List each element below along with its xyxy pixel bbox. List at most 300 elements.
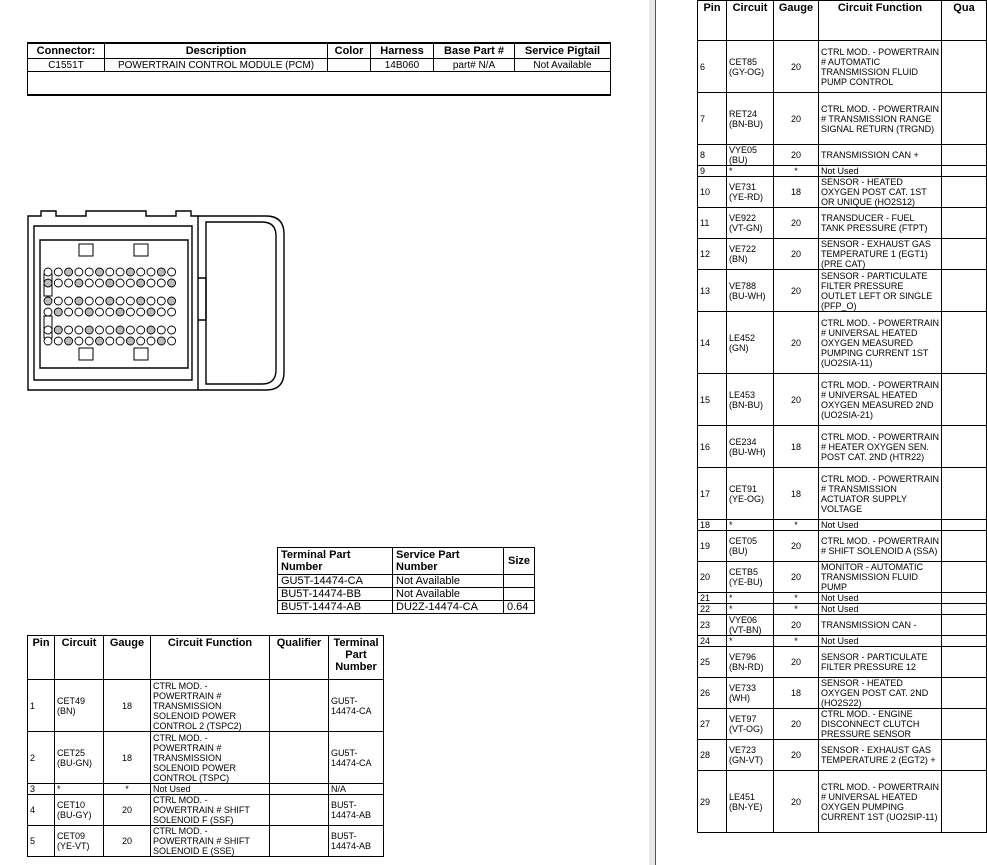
qualifier xyxy=(270,784,329,795)
connector-pin-hole xyxy=(147,297,155,305)
connector-pin-hole xyxy=(106,337,114,345)
qualifier xyxy=(942,93,987,145)
connector-pin-hole xyxy=(116,297,124,305)
pin-row xyxy=(698,270,987,312)
header-base-part: Base Part # xyxy=(434,43,515,59)
circuit-code: VE731 (YE-RD) xyxy=(727,177,774,208)
connector-pin-hole xyxy=(44,308,52,316)
connector-pin-hole xyxy=(168,337,176,345)
wire-gauge: * xyxy=(774,520,819,531)
wire-gauge: 18 xyxy=(774,177,819,208)
circuit-code: VE722 (BN) xyxy=(727,239,774,270)
connector-pin-hole xyxy=(157,297,165,305)
connector-id: C1551T xyxy=(28,59,105,72)
connector-pin-hole xyxy=(75,308,83,316)
circuit-function: SENSOR - EXHAUST GAS TEMPERATURE 2 (EGT2) + xyxy=(819,740,942,771)
pin-number: 28 xyxy=(698,740,727,771)
connector-pin-hole xyxy=(54,279,62,287)
circuit-function: CTRL MOD. - POWERTRAIN # TRANSMISSION ACTUATOR SUPPLY VOLTAGE xyxy=(819,468,942,520)
wire-gauge: 20 xyxy=(104,795,151,826)
connector-pin-hole xyxy=(126,279,134,287)
circuit-function: Not Used xyxy=(819,593,942,604)
circuit-function: TRANSMISSION CAN - xyxy=(819,615,942,636)
circuit-function: TRANSDUCER - FUEL TANK PRESSURE (FTPT) xyxy=(819,208,942,239)
connector-pin-hole xyxy=(44,279,52,287)
circuit-code: LE452 (GN) xyxy=(727,312,774,374)
circuit-code: CET85 (GY-OG) xyxy=(727,41,774,93)
wire-gauge: * xyxy=(104,784,151,795)
terminal-row xyxy=(278,601,535,614)
connector-pin-hole xyxy=(157,268,165,276)
circuit-code: * xyxy=(727,520,774,531)
header-service-part: Service Part Number xyxy=(393,548,504,575)
connector-pin-hole xyxy=(137,297,145,305)
connector-pin-hole xyxy=(106,297,114,305)
pin-row xyxy=(28,680,384,732)
pin-number: 5 xyxy=(28,826,55,857)
connector-pin-hole xyxy=(137,268,145,276)
connector-pin-hole xyxy=(85,297,93,305)
pin-table-left xyxy=(27,635,384,857)
connector-pin-hole xyxy=(75,326,83,334)
circuit-function: CTRL MOD. - POWERTRAIN # AUTOMATIC TRANSMISSION FLUID PUMP CONTROL xyxy=(819,41,942,93)
qualifier xyxy=(942,636,987,647)
connector-pin-hole xyxy=(96,308,104,316)
qualifier xyxy=(270,826,329,857)
pin-row xyxy=(698,604,987,615)
terminal-part-table xyxy=(277,547,535,614)
circuit-code: CET09 (YE-VT) xyxy=(55,826,104,857)
wire-gauge: 20 xyxy=(104,826,151,857)
qualifier xyxy=(942,604,987,615)
wire-gauge: * xyxy=(774,593,819,604)
circuit-code: VE788 (BU-WH) xyxy=(727,270,774,312)
circuit-code: * xyxy=(727,636,774,647)
pin-number: 15 xyxy=(698,374,727,426)
connector-pin-hole xyxy=(126,326,134,334)
circuit-code: CET05 (BU) xyxy=(727,531,774,562)
qualifier xyxy=(942,41,987,93)
connector-pin-hole xyxy=(65,337,73,345)
header-circuit: Circuit xyxy=(727,1,774,41)
pin-row xyxy=(698,374,987,426)
connector-base-part: part# N/A xyxy=(434,59,515,72)
pin-number: 6 xyxy=(698,41,727,93)
connector-pin-hole xyxy=(85,268,93,276)
wire-gauge: 20 xyxy=(774,312,819,374)
connector-pin-hole xyxy=(75,268,83,276)
pin-table-right xyxy=(697,0,987,833)
qualifier xyxy=(942,166,987,177)
connector-pin-hole xyxy=(96,326,104,334)
qualifier xyxy=(270,795,329,826)
pin-number: 29 xyxy=(698,771,727,833)
pin-number: 16 xyxy=(698,426,727,468)
circuit-function: CTRL MOD. - ENGINE DISCONNECT CLUTCH PRESSURE SENSOR xyxy=(819,709,942,740)
connector-service-pigtail: Not Available xyxy=(515,59,611,72)
wire-gauge: 20 xyxy=(774,740,819,771)
connector-pin-hole xyxy=(116,279,124,287)
connector-pin-hole xyxy=(44,268,52,276)
pin-row xyxy=(698,562,987,593)
wire-gauge: * xyxy=(774,636,819,647)
connector-pin-hole xyxy=(85,308,93,316)
header-terminal-part: Terminal Part Number xyxy=(278,548,393,575)
circuit-code: CE234 (BU-WH) xyxy=(727,426,774,468)
connector-pin-hole xyxy=(157,337,165,345)
header-circuit: Circuit xyxy=(55,636,104,680)
pin-row xyxy=(698,678,987,709)
qualifier xyxy=(942,208,987,239)
connector-pin-hole xyxy=(168,308,176,316)
qualifier xyxy=(942,531,987,562)
pin-row xyxy=(698,41,987,93)
terminal-part-number: N/A xyxy=(329,784,384,795)
connector-pin-hole xyxy=(85,279,93,287)
connector-data-row xyxy=(28,59,611,72)
connector-pin-hole xyxy=(106,308,114,316)
pin-row xyxy=(698,531,987,562)
qualifier xyxy=(270,732,329,784)
connector-pin-hole xyxy=(44,337,52,345)
connector-pin-hole xyxy=(168,326,176,334)
service-part: Not Available xyxy=(393,575,504,588)
pin-number: 11 xyxy=(698,208,727,239)
header-qualifier: Qualifier xyxy=(270,636,329,680)
connector-pin-hole xyxy=(157,308,165,316)
qualifier xyxy=(942,270,987,312)
wire-gauge: 20 xyxy=(774,615,819,636)
wire-gauge: 20 xyxy=(774,41,819,93)
pin-row xyxy=(698,709,987,740)
connector-pin-hole xyxy=(96,337,104,345)
pin-row xyxy=(28,826,384,857)
header-gauge: Gauge xyxy=(104,636,151,680)
circuit-code: * xyxy=(55,784,104,795)
circuit-code: * xyxy=(727,604,774,615)
pin-number: 19 xyxy=(698,531,727,562)
connector-pin-hole xyxy=(96,297,104,305)
header-terminal-part-number: Terminal Part Number xyxy=(329,636,384,680)
circuit-code: VYE06 (VT-BN) xyxy=(727,615,774,636)
qualifier xyxy=(942,593,987,604)
terminal-part: BU5T-14474-AB xyxy=(278,601,393,614)
qualifier xyxy=(942,312,987,374)
pin-number: 24 xyxy=(698,636,727,647)
circuit-function: CTRL MOD. - POWERTRAIN # TRANSMISSION RANGE SIGNAL RETURN (TRGND) xyxy=(819,93,942,145)
connector-pin-hole xyxy=(85,337,93,345)
connector-pin-hole xyxy=(168,268,176,276)
circuit-function: SENSOR - PARTICULATE FILTER PRESSURE OUTLET LEFT OR SINGLE (PFP_O) xyxy=(819,270,942,312)
header-color: Color xyxy=(328,43,371,59)
terminal-part-number: BU5T-14474-AB xyxy=(329,795,384,826)
connector-pin-hole xyxy=(54,326,62,334)
pin-number: 17 xyxy=(698,468,727,520)
connector-pin-hole xyxy=(65,308,73,316)
connector-pin-hole xyxy=(65,297,73,305)
pin-number: 14 xyxy=(698,312,727,374)
connector-pin-hole xyxy=(75,279,83,287)
circuit-function: CTRL MOD. - POWERTRAIN # UNIVERSAL HEATED OXYGEN MEASURED PUMPING CURRENT 1ST (UO2SIA-11) xyxy=(819,312,942,374)
connector-pin-hole xyxy=(65,279,73,287)
wire-gauge: 20 xyxy=(774,239,819,270)
pin-number: 26 xyxy=(698,678,727,709)
pin-number: 7 xyxy=(698,93,727,145)
pin-table-header-row xyxy=(698,1,987,41)
wire-gauge: 20 xyxy=(774,93,819,145)
circuit-function: CTRL MOD. - POWERTRAIN # UNIVERSAL HEATED OXYGEN PUMPING CURRENT 1ST (UO2SIP-11) xyxy=(819,771,942,833)
pin-number: 25 xyxy=(698,647,727,678)
wire-gauge: 20 xyxy=(774,145,819,166)
connector-pin-hole xyxy=(106,279,114,287)
wire-gauge: 18 xyxy=(774,426,819,468)
terminal-part-number: BU5T-14474-AB xyxy=(329,826,384,857)
connector-pin-hole xyxy=(147,308,155,316)
circuit-function: Not Used xyxy=(151,784,270,795)
qualifier xyxy=(942,145,987,166)
connector-description: POWERTRAIN CONTROL MODULE (PCM) xyxy=(105,59,328,72)
connector-pin-hole xyxy=(44,326,52,334)
pin-number: 10 xyxy=(698,177,727,208)
connector-pin-hole xyxy=(137,279,145,287)
wire-gauge: 20 xyxy=(774,771,819,833)
circuit-function: CTRL MOD. - POWERTRAIN # TRANSMISSION SOLENOID POWER CONTROL (TSPC) xyxy=(151,732,270,784)
connector-pin-hole xyxy=(147,337,155,345)
circuit-code: VE733 (WH) xyxy=(727,678,774,709)
terminal-part-number: GU5T-14474-CA xyxy=(329,732,384,784)
service-part: DU2Z-14474-CA xyxy=(393,601,504,614)
circuit-code: RET24 (BN-BU) xyxy=(727,93,774,145)
pin-row xyxy=(28,732,384,784)
connector-pin-hole xyxy=(137,337,145,345)
wire-gauge: 18 xyxy=(774,678,819,709)
connector-pin-hole xyxy=(75,297,83,305)
qualifier xyxy=(942,709,987,740)
connector-pin-hole xyxy=(85,326,93,334)
header-harness: Harness xyxy=(371,43,434,59)
pin-number: 4 xyxy=(28,795,55,826)
wire-gauge: 20 xyxy=(774,374,819,426)
pin-row xyxy=(28,784,384,795)
qualifier xyxy=(942,615,987,636)
wire-gauge: 20 xyxy=(774,531,819,562)
pin-number: 18 xyxy=(698,520,727,531)
circuit-code: CET25 (BU-GN) xyxy=(55,732,104,784)
pin-table-header-row xyxy=(28,636,384,680)
connector-blank-row xyxy=(28,72,611,96)
pin-row xyxy=(698,771,987,833)
pin-row xyxy=(698,145,987,166)
connector-pin-hole xyxy=(126,268,134,276)
pin-row xyxy=(698,615,987,636)
header-description: Description xyxy=(105,43,328,59)
circuit-code: LE453 (BN-BU) xyxy=(727,374,774,426)
terminal-size xyxy=(504,588,535,601)
terminal-row xyxy=(278,588,535,601)
pin-row xyxy=(698,177,987,208)
connector-pin-hole xyxy=(54,268,62,276)
circuit-code: * xyxy=(727,166,774,177)
wire-gauge: 20 xyxy=(774,208,819,239)
pin-row xyxy=(698,520,987,531)
terminal-part: BU5T-14474-BB xyxy=(278,588,393,601)
connector-pin-hole xyxy=(137,326,145,334)
circuit-code: LE451 (BN-YE) xyxy=(727,771,774,833)
pin-row xyxy=(698,468,987,520)
connector-pin-hole xyxy=(106,268,114,276)
circuit-function: Not Used xyxy=(819,166,942,177)
qualifier xyxy=(942,740,987,771)
pin-row xyxy=(698,93,987,145)
connector-info-table xyxy=(27,42,611,96)
connector-pin-hole xyxy=(126,297,134,305)
qualifier xyxy=(942,647,987,678)
wire-gauge: 18 xyxy=(104,680,151,732)
pin-number: 20 xyxy=(698,562,727,593)
page-divider-line xyxy=(655,0,656,865)
connector-pin-hole xyxy=(106,326,114,334)
pin-number: 23 xyxy=(698,615,727,636)
circuit-function: CTRL MOD. - POWERTRAIN # HEATER OXYGEN SEN. POST CAT. 2ND (HTR22) xyxy=(819,426,942,468)
pin-row xyxy=(698,426,987,468)
circuit-function: SENSOR - PARTICULATE FILTER PRESSURE 12 xyxy=(819,647,942,678)
circuit-function: CTRL MOD. - POWERTRAIN # SHIFT SOLENOID E (SSE) xyxy=(151,826,270,857)
circuit-code: VE796 (BN-RD) xyxy=(727,647,774,678)
service-part: Not Available xyxy=(393,588,504,601)
circuit-code: VYE05 (BU) xyxy=(727,145,774,166)
wire-gauge: 18 xyxy=(774,468,819,520)
connector-pin-hole xyxy=(54,297,62,305)
terminal-part: GU5T-14474-CA xyxy=(278,575,393,588)
pin-number: 27 xyxy=(698,709,727,740)
pin-row xyxy=(28,795,384,826)
connector-pin-hole xyxy=(137,308,145,316)
blank-cell xyxy=(28,72,611,96)
qualifier xyxy=(942,374,987,426)
wire-gauge: * xyxy=(774,166,819,177)
pin-number: 22 xyxy=(698,604,727,615)
connector-pin-hole xyxy=(168,279,176,287)
pin-number: 8 xyxy=(698,145,727,166)
circuit-function: CTRL MOD. - POWERTRAIN # TRANSMISSION SOLENOID POWER CONTROL 2 (TSPC2) xyxy=(151,680,270,732)
connector-pin-hole xyxy=(147,279,155,287)
circuit-function: CTRL MOD. - POWERTRAIN # SHIFT SOLENOID A (SSA) xyxy=(819,531,942,562)
connector-pin-hole xyxy=(116,326,124,334)
connector-pin-hole xyxy=(126,308,134,316)
circuit-function: SENSOR - HEATED OXYGEN POST CAT. 2ND (HO2S22) xyxy=(819,678,942,709)
connector-harness: 14B060 xyxy=(371,59,434,72)
pin-number: 2 xyxy=(28,732,55,784)
qualifier xyxy=(942,426,987,468)
circuit-code: CET10 (BU-GY) xyxy=(55,795,104,826)
connector-pin-hole xyxy=(168,297,176,305)
connector-pin-hole xyxy=(54,308,62,316)
wire-gauge: 18 xyxy=(104,732,151,784)
circuit-code: VE723 (GN-VT) xyxy=(727,740,774,771)
connector-pin-hole xyxy=(65,326,73,334)
pin-row xyxy=(698,740,987,771)
connector-pin-hole xyxy=(116,268,124,276)
connector-header-row xyxy=(28,43,611,59)
wire-gauge: * xyxy=(774,604,819,615)
wire-gauge: 20 xyxy=(774,709,819,740)
circuit-function: CTRL MOD. - POWERTRAIN # UNIVERSAL HEATED OXYGEN MEASURED 2ND (UO2SIA-21) xyxy=(819,374,942,426)
circuit-function: CTRL MOD. - POWERTRAIN # SHIFT SOLENOID F (SSF) xyxy=(151,795,270,826)
circuit-function: Not Used xyxy=(819,604,942,615)
pin-row xyxy=(698,239,987,270)
connector-pin-hole xyxy=(44,297,52,305)
pin-row xyxy=(698,593,987,604)
header-circuit-function: Circuit Function xyxy=(819,1,942,41)
header-gauge: Gauge xyxy=(774,1,819,41)
connector-pin-hole xyxy=(157,279,165,287)
header-size: Size xyxy=(504,548,535,575)
qualifier xyxy=(942,239,987,270)
terminal-row xyxy=(278,575,535,588)
circuit-code: CET91 (YE-OG) xyxy=(727,468,774,520)
pin-row xyxy=(698,166,987,177)
pin-row xyxy=(698,208,987,239)
header-connector: Connector: xyxy=(28,43,105,59)
qualifier xyxy=(942,771,987,833)
header-pin: Pin xyxy=(698,1,727,41)
pin-number: 12 xyxy=(698,239,727,270)
circuit-code: VET97 (VT-OG) xyxy=(727,709,774,740)
circuit-code: * xyxy=(727,593,774,604)
pin-number: 9 xyxy=(698,166,727,177)
connector-color xyxy=(328,59,371,72)
terminal-size xyxy=(504,575,535,588)
connector-pin-hole xyxy=(54,337,62,345)
connector-pin-hole xyxy=(157,326,165,334)
circuit-function: SENSOR - HEATED OXYGEN POST CAT. 1ST OR UNIQUE (HO2S12) xyxy=(819,177,942,208)
header-pin: Pin xyxy=(28,636,55,680)
connector-pin-hole xyxy=(96,279,104,287)
wire-gauge: 20 xyxy=(774,562,819,593)
connector-pin-hole xyxy=(116,308,124,316)
header-qualifier: Qua xyxy=(942,1,987,41)
connector-pin-hole xyxy=(65,268,73,276)
circuit-code: CET49 (BN) xyxy=(55,680,104,732)
qualifier xyxy=(942,468,987,520)
pin-number: 1 xyxy=(28,680,55,732)
connector-pin-hole xyxy=(96,268,104,276)
connector-pin-hole xyxy=(116,337,124,345)
terminal-header-row xyxy=(278,548,535,575)
circuit-function: Not Used xyxy=(819,520,942,531)
pin-number: 3 xyxy=(28,784,55,795)
pin-row xyxy=(698,312,987,374)
connector-pin-hole xyxy=(147,268,155,276)
terminal-size: 0.64 xyxy=(504,601,535,614)
qualifier xyxy=(942,678,987,709)
terminal-part-number: GU5T-14474-CA xyxy=(329,680,384,732)
header-circuit-function: Circuit Function xyxy=(151,636,270,680)
header-service-pigtail: Service Pigtail xyxy=(515,43,611,59)
circuit-code: VE922 (VT-GN) xyxy=(727,208,774,239)
pin-row xyxy=(698,647,987,678)
qualifier xyxy=(942,520,987,531)
qualifier xyxy=(270,680,329,732)
connector-pin-hole xyxy=(126,337,134,345)
connector-face-diagram xyxy=(26,208,288,398)
circuit-function: Not Used xyxy=(819,636,942,647)
wire-gauge: 20 xyxy=(774,270,819,312)
pin-row xyxy=(698,636,987,647)
connector-pin-hole xyxy=(147,326,155,334)
qualifier xyxy=(942,177,987,208)
pin-number: 13 xyxy=(698,270,727,312)
